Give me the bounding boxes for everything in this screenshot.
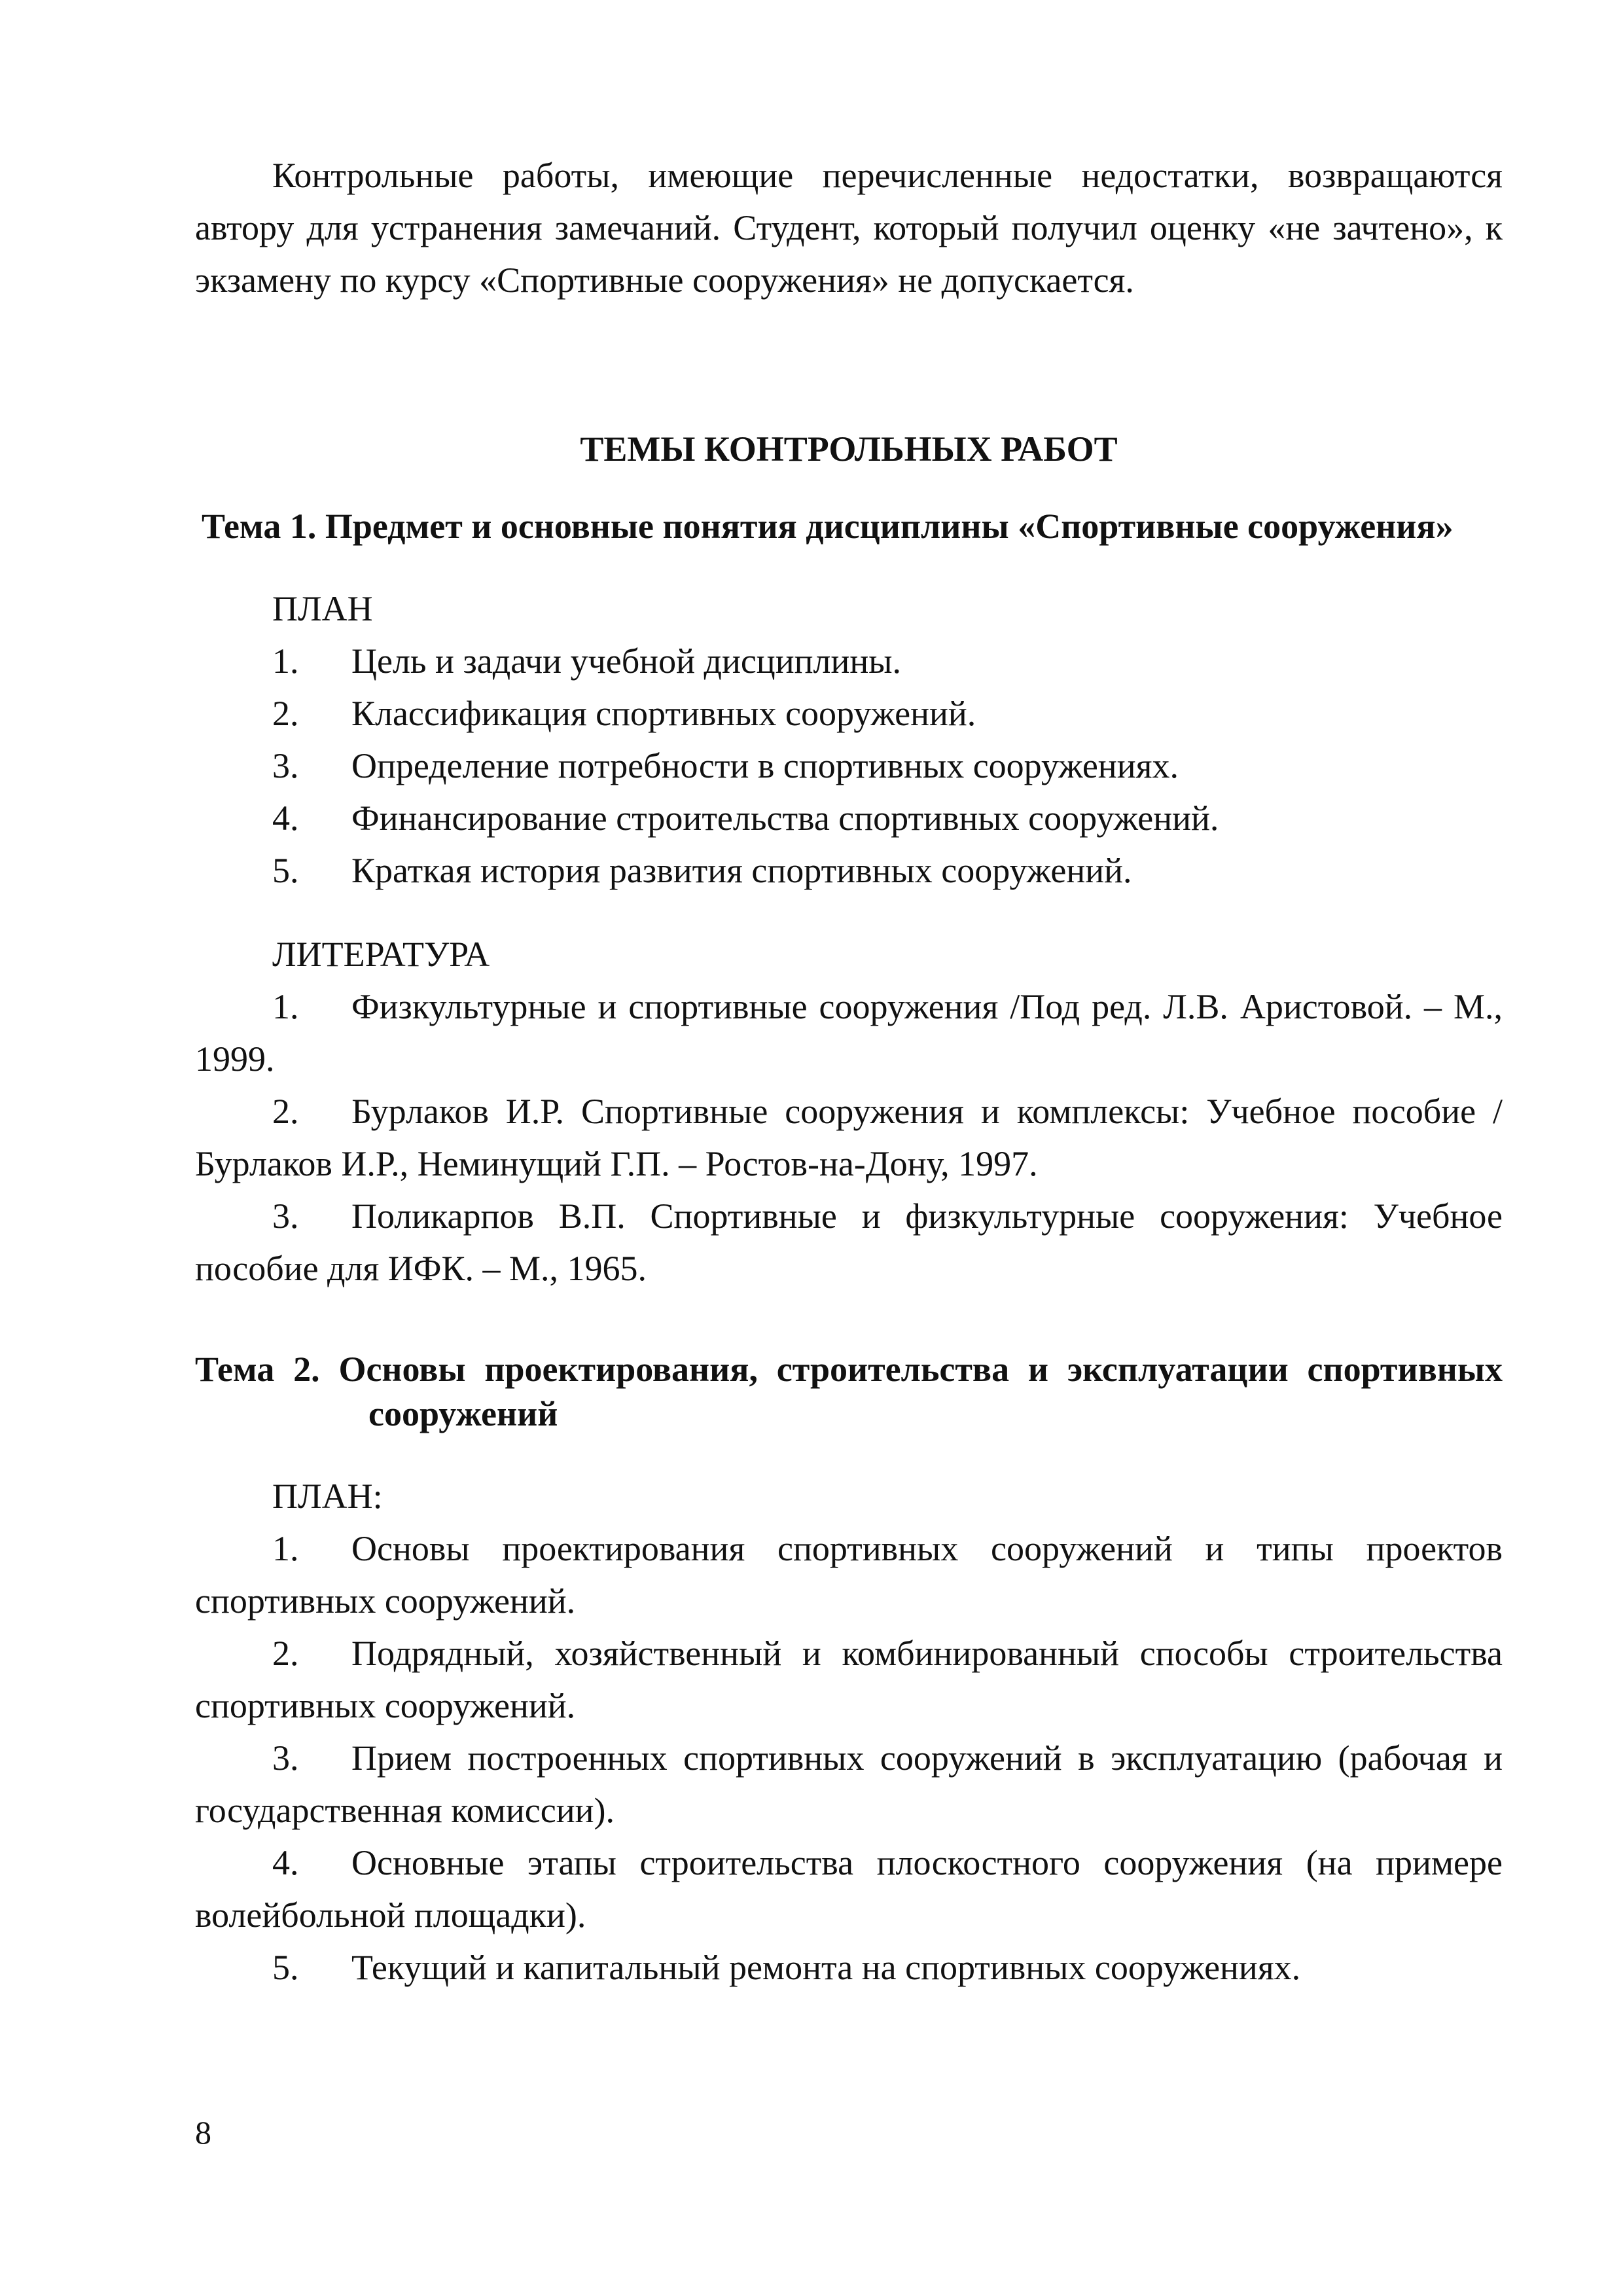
list-item	[195, 1627, 1503, 1732]
topic-1-plan-list	[195, 635, 1503, 897]
item-text: Определение потребности в спортивных сооружениях.	[351, 746, 1179, 785]
item-number: 5.	[272, 851, 299, 890]
item-text: Физкультурные и спортивные сооружения /Под ред. Л.В. Аристовой. – М., 1999.	[195, 987, 1503, 1079]
list-item	[195, 1837, 1503, 1941]
list-item	[195, 1732, 1503, 1837]
item-text: Прием построенных спортивных сооружений в эксплуатацию (рабочая и государственная комиссии).	[195, 1738, 1503, 1830]
item-number: 2.	[272, 1092, 299, 1131]
list-item	[195, 844, 1503, 897]
item-number: 5.	[272, 1948, 299, 1987]
item-text: Цель и задачи учебной дисциплины.	[351, 641, 902, 681]
topic-1-plan-label: ПЛАН	[272, 589, 373, 628]
list-item	[195, 635, 1503, 687]
topic-2-plan-list	[195, 1522, 1503, 1994]
item-text: Поликарпов В.П. Спортивные и физкультурные сооружения: Учебное пособие для ИФК. – М., 1965.	[195, 1196, 1503, 1288]
item-text: Текущий и капитальный ремонта на спортивных сооружениях.	[351, 1948, 1301, 1987]
item-number: 2.	[272, 694, 299, 733]
item-text: Подрядный, хозяйственный и комбинированный способы строительства спортивных сооружений.	[195, 1634, 1503, 1725]
topic-2-title: Тема 2. Основы проектирования, строительства и эксплуатации спортивных сооружений	[195, 1350, 1503, 1433]
section-title: ТЕМЫ КОНТРОЛЬНЫХ РАБОТ	[580, 429, 1118, 469]
document-page	[195, 149, 1503, 1994]
item-number: 4.	[272, 1843, 299, 1882]
list-item	[195, 1522, 1503, 1627]
literature-item	[195, 1085, 1503, 1190]
item-number: 4.	[272, 798, 299, 838]
item-number: 2.	[272, 1634, 299, 1673]
item-number: 3.	[272, 746, 299, 785]
topic-1-title: Тема 1. Предмет и основные понятия дисциплины «Спортивные сооружения»	[202, 507, 1454, 546]
item-text: Бурлаков И.Р. Спортивные сооружения и комплексы: Учебное пособие /Бурлаков И.Р., Неминущий Г.П. – Ростов-на-Дону, 1997.	[195, 1092, 1503, 1183]
item-number: 1.	[272, 641, 299, 681]
literature-label: ЛИТЕРАТУРА	[272, 935, 490, 974]
list-item	[195, 687, 1503, 740]
literature-item	[195, 1190, 1503, 1295]
item-number: 3.	[272, 1738, 299, 1778]
item-text: Краткая история развития спортивных сооружений.	[351, 851, 1132, 890]
intro-paragraph: Контрольные работы, имеющие перечисленные недостатки, возвращаются автору для устранения замечаний. Студент, который получил оценку «не зачтено», к экзамену по курсу «Спортивные сооружения» не допускается.	[195, 156, 1503, 300]
item-text: Основы проектирования спортивных сооружений и типы проектов спортивных сооружений.	[195, 1529, 1503, 1621]
list-item	[195, 792, 1503, 844]
list-item	[195, 740, 1503, 792]
list-item	[195, 1941, 1503, 1994]
item-number: 1.	[272, 1529, 299, 1568]
literature-list	[195, 980, 1503, 1295]
topic-2-plan-label: ПЛАН:	[272, 1477, 383, 1516]
literature-item	[195, 980, 1503, 1085]
item-text: Основные этапы строительства плоскостного сооружения (на примере волейбольной площадки).	[195, 1843, 1503, 1935]
item-number: 3.	[272, 1196, 299, 1236]
item-number: 1.	[272, 987, 299, 1026]
page-number: 8	[195, 2114, 211, 2151]
item-text: Финансирование строительства спортивных сооружений.	[351, 798, 1219, 838]
item-text: Классификация спортивных сооружений.	[351, 694, 976, 733]
